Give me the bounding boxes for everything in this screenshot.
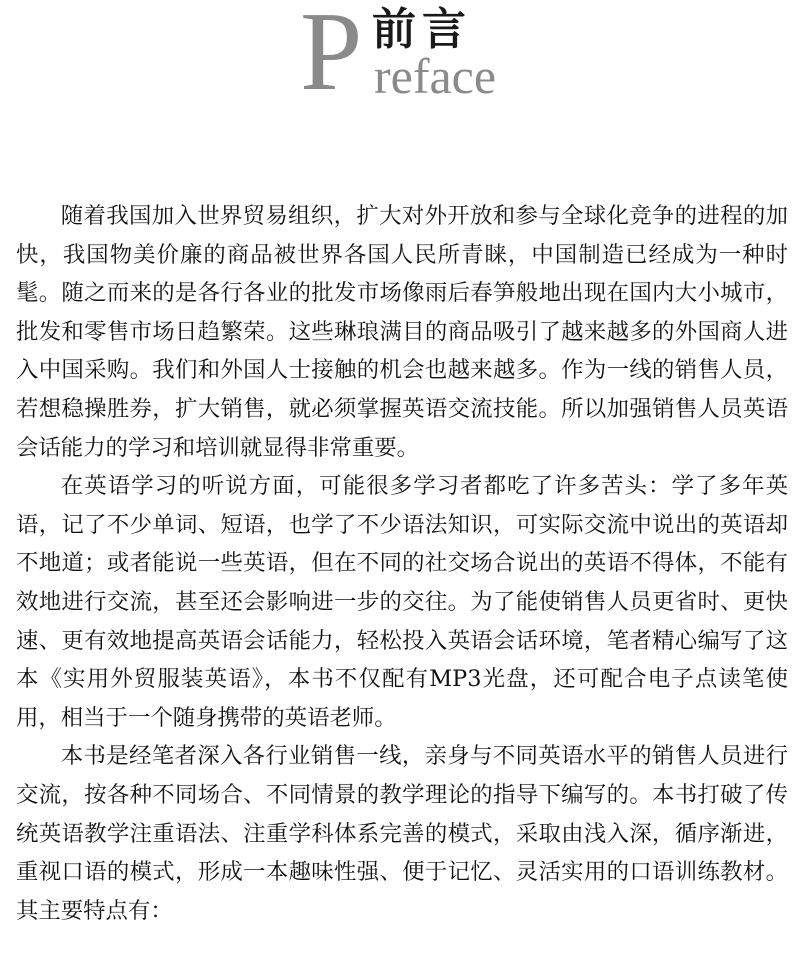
page-title-chinese: 前言 <box>372 4 472 55</box>
decorative-initial-letter: P <box>300 0 363 114</box>
paragraph-3: 本书是经笔者深入各行业销售一线，亲身与不同英语水平的销售人员进行交流，按各种不同场合、不同情景的教学理论的指导下编写的。本书打破了传统英语教学注重语法、注重学科体系完善的模式，采取由浅入深，循序渐进，重视口语的模式，形成一本趣味性强、便于记忆、灵活实用的口语训练教材。其主要特点有： <box>16 743 788 924</box>
page-title-english: reface <box>374 48 497 104</box>
preface-header <box>0 0 800 114</box>
paragraph-2: 在英语学习的听说方面，可能很多学习者都吃了许多苦头：学了多年英语，记了不少单词、短语，也学了不少语法知识，可实际交流中说出的英语却不地道；或者能说一些英语，但在不同的社交场合说出的英语不得体，不能有效地进行交流，甚至还会影响进一步的交往。为了能使销售人员更省时、更快速、更有效地提高英语会话能力，轻松投入英语会话环境，笔者精心编写了这本《实用外贸服装英语》，本书不仅配有MP3光盘，还可配合电子点读笔使用，相当于一个随身携带的英语老师。 <box>16 473 788 731</box>
paragraph-1: 随着我国加入世界贸易组织，扩大对外开放和参与全球化竞争的进程的加快，我国物美价廉的商品被世界各国人民所青睐，中国制造已经成为一种时髦。随之而来的是各行各业的批发市场像雨后春笋般地出现在国内大小城市，批发和零售市场日趋繁荣。这些琳琅满目的商品吸引了越来越多的外国商人进入中国采购。我们和外国人士接触的机会也越来越多。作为一线的销售人员，若想稳操胜券，扩大销售，就必须掌握英语交流技能。所以加强销售人员英语会话能力的学习和培训就显得非常重要。 <box>16 203 788 461</box>
preface-body <box>16 197 788 930</box>
